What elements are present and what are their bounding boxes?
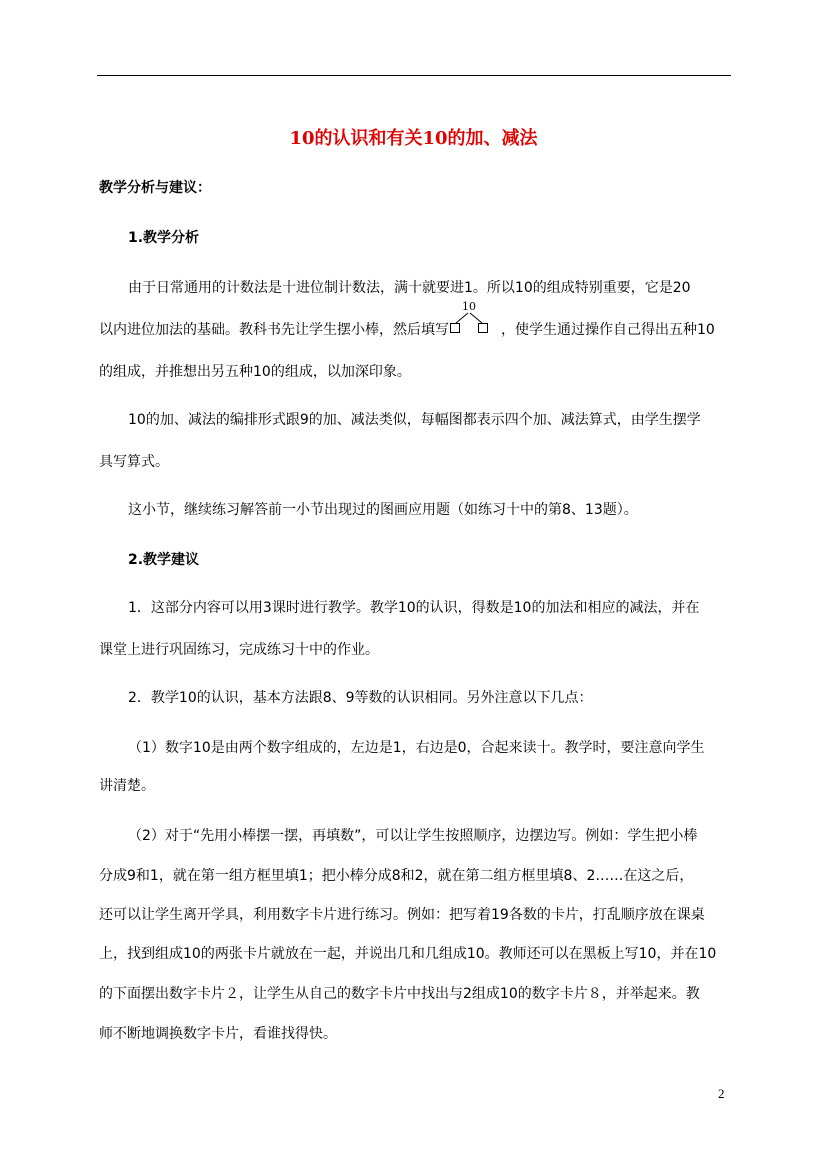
analysis-paragraph-1-line-2 bbox=[99, 300, 715, 340]
page-number: 2 bbox=[718, 1086, 725, 1101]
number-bond-top-label: 10 bbox=[462, 300, 476, 313]
number-bond-right-box bbox=[478, 323, 488, 333]
analysis-paragraph-2-line-1: 10的加、减法的编排形式跟9的加、减法类似，每幅图都表示四个加、减法算式，由学生摆学 bbox=[128, 412, 701, 428]
analysis-line-2-text-before: 以内进位加法的基础。教科书先让学生摆小棒，然后填写 bbox=[99, 322, 449, 338]
suggestion-1-line-1: 1．这部分内容可以用3课时进行教学。教学10的认识，得数是10的加法和相应的减法，并在 bbox=[128, 600, 700, 616]
page-title: 10的认识和有关10的加、减法 bbox=[289, 128, 538, 149]
suggestion-2-point-2-line-1: （2）对于“先用小棒摆一摆，再填数”，可以让学生按照顺序，边摆边写。例如：学生把小棒 bbox=[128, 828, 698, 844]
analysis-paragraph-2-line-2: 具写算式。 bbox=[99, 454, 169, 470]
header-rule bbox=[97, 75, 731, 76]
number-bond-left-box bbox=[450, 323, 460, 333]
analysis-paragraph-3: 这小节，继续练习解答前一小节出现过的图画应用题（如练习十中的第8、13题）。 bbox=[128, 502, 638, 518]
suggestion-2-point-1-line-1: （1）数字10是由两个数字组成的，左边是1，右边是0，合起来读十。教学时，要注意向学生 bbox=[128, 740, 705, 756]
analysis-paragraph-1-line-3: 的组成，并推想出另五种10的组成，以加深印象。 bbox=[99, 364, 411, 380]
section-heading: 教学分析与建议： bbox=[99, 180, 211, 196]
analysis-line-2-text-after: ，使学生通过操作自己得出五种10 bbox=[501, 322, 715, 338]
suggestion-2-line-1: 2．教学10的认识，基本方法跟8、9等数的认识相同。另外注意以下几点： bbox=[128, 690, 593, 706]
subsection-heading-analysis: 1.教学分析 bbox=[128, 230, 200, 246]
suggestion-2-point-2-line-4: 上，找到组成10的两张卡片就放在一起，并说出几和几组成10。教师还可以在黑板上写10，并在10 bbox=[99, 946, 717, 962]
suggestion-1-line-2: 课堂上进行巩固练习，完成练习十中的作业。 bbox=[99, 642, 379, 658]
suggestion-2-point-1-line-2: 讲清楚。 bbox=[99, 778, 155, 794]
subsection-heading-suggestions: 2.教学建议 bbox=[128, 552, 200, 568]
analysis-paragraph-1-line-1: 由于日常通用的计数法是十进位制计数法，满十就要进1。所以10的组成特别重要，它是20 bbox=[128, 280, 691, 296]
suggestion-2-point-2-line-3: 还可以让学生离开学具，利用数字卡片进行练习。例如：把写着19各数的卡片，打乱顺序放在课桌 bbox=[99, 907, 705, 923]
number-bond-diagram bbox=[449, 300, 501, 335]
suggestion-2-point-2-line-2: 分成9和1，就在第一组方框里填1；把小棒分成8和2，就在第二组方框里填8、2……在这之后， bbox=[99, 868, 694, 884]
suggestion-2-point-2-line-6: 师不断地调换数字卡片，看谁找得快。 bbox=[99, 1026, 337, 1042]
suggestion-2-point-2-line-5: 的下面摆出数字卡片２，让学生从自己的数字卡片中找出与2组成10的数字卡片８，并举起来。教 bbox=[99, 986, 700, 1002]
